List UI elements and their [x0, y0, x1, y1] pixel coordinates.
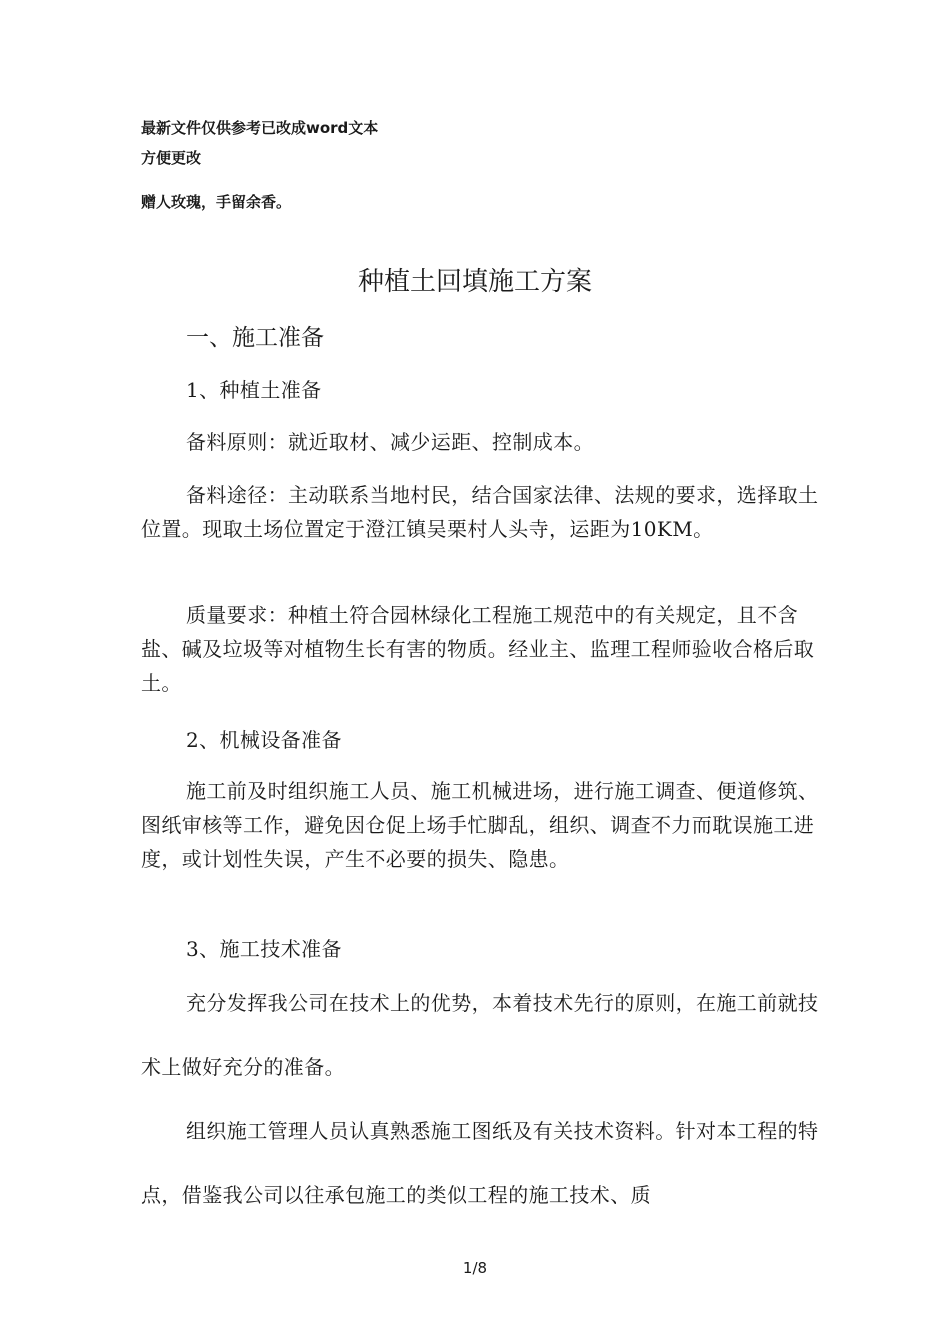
notice-line-1: 最新文件仅供参考已改成word文本: [141, 119, 379, 137]
subheading-soil-preparation: 1、种植土准备: [186, 378, 322, 402]
notice-line-3: 赠人玫瑰，手留余香。: [141, 193, 292, 211]
paragraph-material-principle: 备料原则：就近取材、减少运距、控制成本。: [186, 430, 594, 454]
paragraph-technical-advantage: 充分发挥我公司在技术上的优势，本着技术先行的原则，在施工前就技术上做好充分的准备。: [141, 991, 819, 1079]
paragraph-material-source: 备料途径：主动联系当地村民，结合国家法律、法规的要求，选择取土位置。现取土场位置定于澄江镇吴栗村人头寺，运距为10KM。: [141, 483, 819, 541]
section-heading-preparation: 一、施工准备: [186, 325, 324, 351]
page-number: 1/8: [462, 1259, 488, 1277]
subheading-machinery-preparation: 2、机械设备准备: [186, 728, 342, 752]
subheading-technical-preparation: 3、施工技术准备: [186, 937, 342, 961]
notice-line-2: 方便更改: [141, 149, 202, 167]
paragraph-quality-requirements: 质量要求：种植土符合园林绿化工程施工规范中的有关规定，且不含盐、碱及垃圾等对植物生长有害的物质。经业主、监理工程师验收合格后取土。: [141, 603, 815, 695]
paragraph-technical-documents: 组织施工管理人员认真熟悉施工图纸及有关技术资料。针对本工程的特点，借鉴我公司以往承包施工的类似工程的施工技术、质: [141, 1119, 819, 1207]
paragraph-machinery: 施工前及时组织施工人员、施工机械进场，进行施工调查、便道修筑、图纸审核等工作，避免因仓促上场手忙脚乱，组织、调查不力而耽误施工进度，或计划性失误，产生不必要的损失、隐患。: [141, 779, 819, 871]
document-title: 种植土回填施工方案: [357, 267, 592, 297]
